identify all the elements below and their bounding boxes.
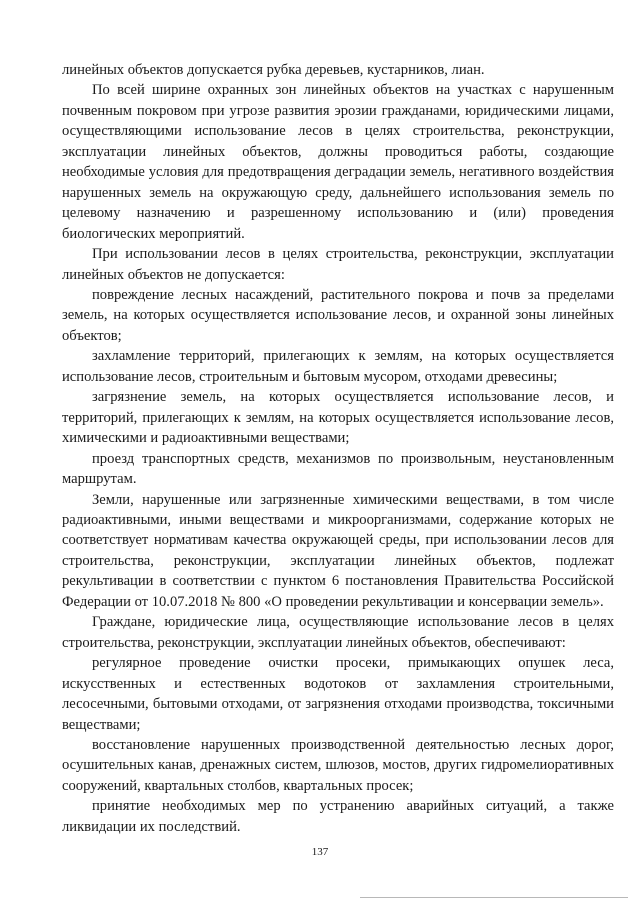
paragraph: При использовании лесов в целях строительства, реконструкции, эксплуатации линейных объектов не допускается: (62, 246, 614, 283)
paragraph: повреждение лесных насаждений, растительного покрова и почв за пределами земель, на которых осуществляется использование лесов, и охранной зоны линейных объектов; (62, 286, 614, 344)
paragraph: По всей ширине охранных зон линейных объектов на участках с нарушенным почвенным покровом при угрозе развития эрозии гражданами, юридическими лицами, осуществляющими использование лесов в целях строительства, реконструкции, эксплуатации линейных объектов, должны проводиться работы, создающие необходимые условия для предотвращения деградации земель, негативного воздействия нарушенных земель на окружающую среду, дальнейшего использования земель по целевому назначению и разрешенному использованию и (или) проведения биологических мероприятий. (62, 82, 614, 242)
paragraph: проезд транспортных средств, механизмов по произвольным, неустановленным маршрутам. (62, 450, 614, 488)
paragraph: Граждане, юридические лица, осуществляющие использование лесов в целях строительства, реконструкции, эксплуатации линейных объектов, обеспечивают: (62, 614, 614, 651)
paragraph: регулярное проведение очистки просеки, примыкающих опушек леса, искусственных и естественных водотоков от захламления строительными, лесосечными, бытовыми отходами, от загрязнения отходами производства, токсичными веществами; (62, 655, 614, 733)
paragraph: захламление территорий, прилегающих к землям, на которых осуществляется использование лесов, строительным и бытовым мусором, отходами древесины; (62, 348, 614, 385)
paragraph: загрязнение земель, на которых осуществляется использование лесов, и территорий, прилегающих к землям, на которых осуществляется использование лесов, химическими и радиоактивными веществами; (62, 389, 614, 447)
paragraph: линейных объектов допускается рубка деревьев, кустарников, лиан. (62, 62, 485, 78)
paragraph: Земли, нарушенные или загрязненные химическими веществами, в том числе радиоактивными, иными веществами и микроорганизмами, содержание которых не соответствует нормативам качества окружающей среды, при использовании лесов для строительства, реконструкции, эксплуатации линейных объектов, подлежат рекультивации в соответствии с пунктом 6 постановления Правительства Российской Федерации от 10.07.2018 № 800 «О проведении рекультивации и консервации земель». (62, 491, 614, 610)
body-text (62, 60, 614, 837)
paragraph: принятие необходимых мер по устранению аварийных ситуаций, а также ликвидации их последствий. (62, 798, 614, 835)
scan-edge-line (360, 897, 628, 898)
paragraph: восстановление нарушенных производственной деятельностью лесных дорог, осушительных канав, дренажных систем, шлюзов, мостов, других гидромелиоративных сооружений, квартальных столбов, квартальных просек; (62, 736, 614, 794)
page-number: 137 (311, 846, 329, 858)
